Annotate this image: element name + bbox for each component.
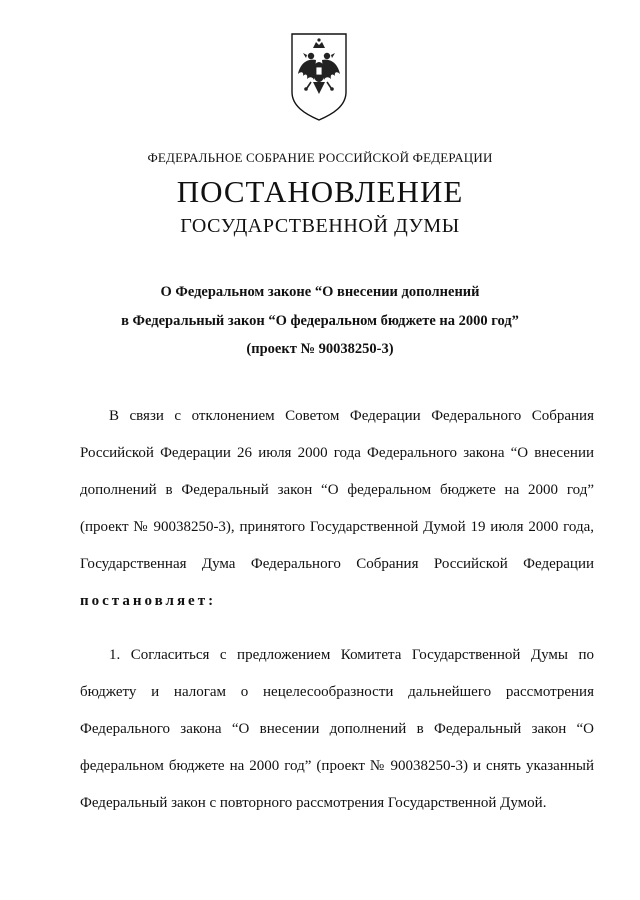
document-type-title: ПОСТАНОВЛЕНИЕ	[176, 174, 464, 209]
resolution-item-1-text: 1. Согласиться с предложением Комитета Государственной Думы по бюджету и налогам о нецелесообразности дальнейшего рассмотрения Федерального закона “О внесении дополнений в Федеральный закон “О федеральном бюджете на 2000 год” (проект № 90038250-3) и снять указанный Федеральный закон с повторного рассмотрения Государственной Думой.	[80, 647, 594, 811]
subject-line-2: в Федеральный закон “О федеральном бюджете на 2000 год”	[121, 313, 519, 329]
preamble-paragraph	[80, 398, 594, 620]
subject-line-3: (проект № 90038250-3)	[246, 341, 394, 357]
document-issuer: ГОСУДАРСТВЕННОЙ ДУМЫ	[180, 215, 460, 237]
assembly-heading: ФЕДЕРАЛЬНОЕ СОБРАНИЕ РОССИЙСКОЙ ФЕДЕРАЦИИ	[147, 150, 493, 165]
resolution-item-1	[80, 637, 594, 822]
coat-of-arms-icon	[289, 30, 349, 122]
subject-line-1: О Федеральном законе “О внесении дополнений	[160, 284, 480, 300]
resolves-word: постановляет:	[80, 593, 217, 609]
preamble-text: В связи с отклонением Советом Федерации Федерального Собрания Российской Федерации 26 июля 2000 года Федерального закона “О внесении дополнений в Федеральный закон “О федеральном бюджете на 2000 год” (проект № 90038250-3), принятого Государственной Думой 19 июля 2000 года, Государственная Дума Федерального Собрания Российской Федерации	[80, 408, 594, 572]
